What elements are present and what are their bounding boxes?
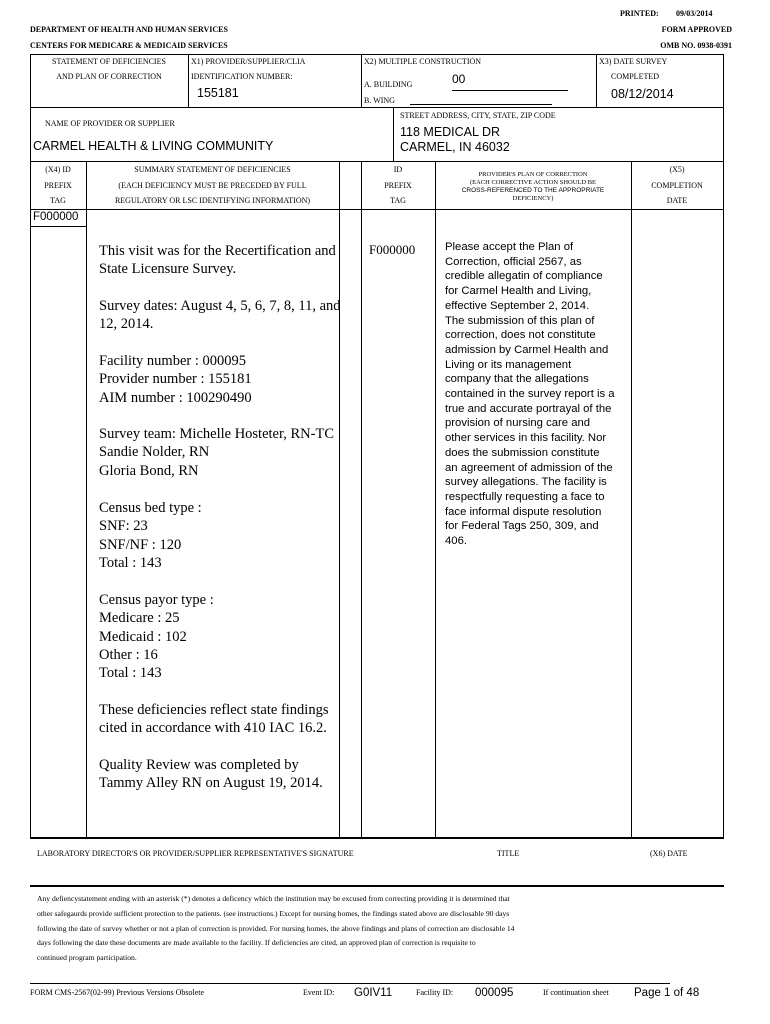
event-id-value: G0IV11 (354, 987, 393, 999)
provider-name-label: NAME OF PROVIDER OR SUPPLIER (45, 119, 175, 128)
summary-paragraph-dates: Survey dates: August 4, 5, 6, 7, 8, 11, and 12, 2014. (99, 298, 341, 333)
provider-id-label-line2: IDENTIFICATION NUMBER: (191, 72, 293, 81)
summary-paragraph-team: Survey team: Michelle Hosteter, RN-TC Sandie Nolder, RN Gloria Bond, RN (99, 426, 334, 479)
x4-id-label: (X4) ID (45, 165, 71, 174)
summary-paragraph-findings: These deficiencies reflect state findings cited in accordance with 410 IAC 16.2. (99, 702, 329, 737)
omb-number: OMB NO. 0938-0391 (660, 41, 732, 50)
summary-label-line2: (EACH DEFICIENCY MUST BE PRECEDED BY FULL (118, 181, 307, 190)
statement-label-line2: AND PLAN OF CORRECTION (56, 72, 162, 81)
building-label: A. BUILDING (364, 80, 413, 89)
id-label: ID (393, 165, 403, 174)
completion-label: COMPLETION (651, 181, 703, 190)
completion-date-label: DATE (666, 196, 688, 205)
title-label: TITLE (497, 849, 520, 858)
statement-label-line1: STATEMENT OF DEFICIENCIES (52, 57, 166, 66)
address-line2: CARMEL, IN 46032 (400, 140, 510, 154)
printed-date: 09/03/2014 (676, 9, 713, 18)
summary-paragraph-quality-review: Quality Review was completed by Tammy Alley RN on August 19, 2014. (99, 757, 323, 792)
tag-right: F000000 (369, 242, 416, 257)
x5-label: (X5) (669, 165, 685, 174)
summary-label-line1: SUMMARY STATEMENT OF DEFICIENCIES (134, 165, 291, 174)
provider-id-value: 155181 (197, 86, 239, 100)
plan-label-line3: CROSS-REFERENCED TO THE APPROPRIATE (461, 187, 605, 194)
centers-title: CENTERS FOR MEDICARE & MEDICAID SERVICES (30, 41, 228, 50)
director-signature-label: LABORATORY DIRECTOR'S OR PROVIDER/SUPPLIER REPRESENTATIVE'S SIGNATURE (37, 849, 354, 858)
continuation-label: If continuation sheet (543, 988, 609, 997)
x6-date-label: (X6) DATE (650, 849, 688, 858)
summary-paragraph-census-bed: Census bed type : SNF: 23 SNF/NF : 120 Total : 143 (99, 500, 202, 571)
plan-label-line1: PROVIDER'S PLAN OF CORRECTION (478, 171, 588, 178)
summary-label-line3: REGULATORY OR LSC IDENTIFYING INFORMATION) (114, 196, 311, 205)
form-number: FORM CMS-2567(02-99) Previous Versions Obsolete (30, 988, 205, 997)
printed-label: PRINTED: (620, 9, 659, 18)
completed-label: COMPLETED (611, 72, 659, 81)
provider-name: CARMEL HEALTH & LIVING COMMUNITY (33, 139, 274, 153)
x4-tag-label: TAG (50, 196, 66, 205)
building-value: 00 (452, 72, 466, 86)
date-survey-value: 08/12/2014 (611, 87, 674, 101)
event-id-label: Event ID: (303, 988, 335, 997)
plan-label-line2: (EACH CORRECTIVE ACTION SHOULD BE (469, 179, 597, 186)
facility-id-label: Facility ID: (416, 988, 454, 997)
summary-paragraph-census-payor: Census payor type : Medicare : 25 Medicaid : 102 Other : 16 Total : 143 (99, 592, 214, 682)
wing-label: B. WING (364, 96, 395, 105)
address-line1: 118 MEDICAL DR (400, 125, 501, 139)
multiple-construction-label: X2) MULTIPLE CONSTRUCTION (364, 57, 482, 66)
tag-left: F000000 (33, 211, 79, 223)
disclaimer-text: Any defiencystatement ending with an asterisk (*) denotes a deficency which the institution may be excused from correcting providing it is determined that other safegaurds provide sufficient protection to the patients. (see instructions.) Except for nursing homes, the findings stated above are disclosable 90 days following the date of survey whether or not a plan of correction is provided. For nursing homes, the above findings and plans of correction are disclosable 14 days following the date these documents are made available to the facility. If deficiencies are cited, an approved plan of correction is requisite to continued program participation. (37, 894, 515, 963)
department-title: DEPARTMENT OF HEALTH AND HUMAN SERVICES (30, 25, 228, 34)
id-prefix-label: PREFIX (384, 181, 412, 190)
facility-id-value: 000095 (475, 987, 514, 999)
address-label: STREET ADDRESS, CITY, STATE, ZIP CODE (400, 111, 556, 120)
id-tag-label: TAG (390, 196, 406, 205)
page-number: Page 1 of 48 (634, 987, 700, 999)
x4-prefix-label: PREFIX (44, 181, 72, 190)
plan-of-correction-text: Please accept the Plan of Correction, official 2567, as credible allegatin of compliance for Carmel Health and Living, effective September 2, 2014. The submission of this plan of correction, does not constitute admission by Carmel Health and Living or its management company that the allegations contained in the survey report is a true and accurate portrayal of the provision of nursing care and other services in this facility. Nor does the submission constitute an agreement of admission of the survey allegations. The facility is respectfully requesting a face to face informal dispute resolution for Federal Tags 250, 309, and 406. (445, 241, 615, 548)
summary-paragraph-facility: Facility number : 000095 Provider number : 155181 AIM number : 100290490 (99, 353, 252, 406)
date-survey-label: X3) DATE SURVEY (599, 57, 668, 66)
form-approved-label: FORM APPROVED (661, 25, 732, 34)
plan-label-line4: DEFICIENCY) (512, 195, 554, 202)
provider-id-label-line1: X1) PROVIDER/SUPPLIER/CLIA (191, 57, 306, 66)
summary-paragraph-visit: This visit was for the Recertification and State Licensure Survey. (99, 243, 336, 278)
